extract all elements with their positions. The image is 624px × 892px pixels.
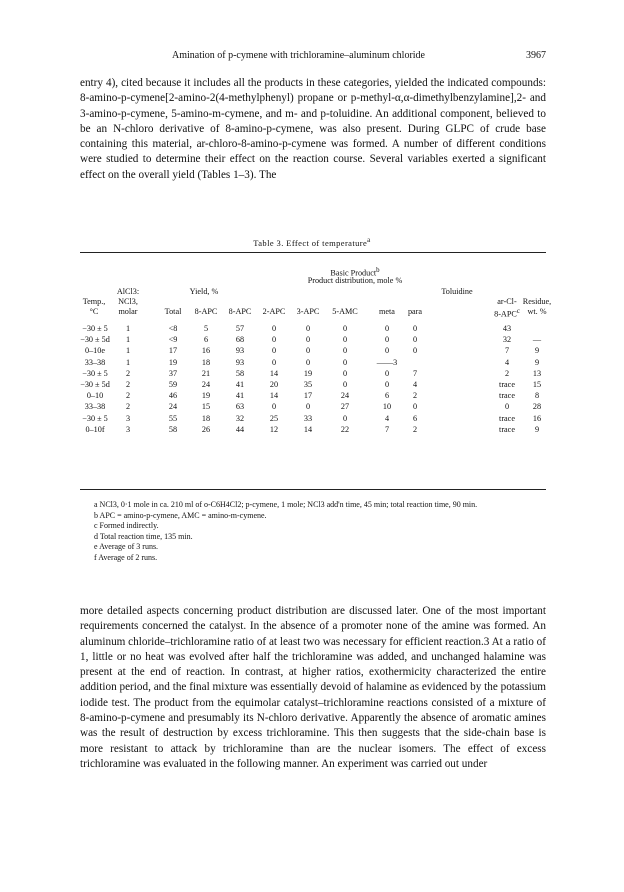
- table-title-text: Table 3. Effect of temperature: [253, 237, 368, 248]
- cell-residue: 9: [534, 424, 540, 434]
- cell-ratio: 2: [125, 380, 131, 389]
- cell-amc5: 0: [342, 324, 348, 333]
- cell-ratio: 2: [125, 402, 131, 412]
- cell-residue: 9: [534, 357, 540, 367]
- footnote-f: f Average of 2 runs.: [94, 552, 158, 562]
- cell-meta: 0: [384, 324, 390, 333]
- cell-y8apc: 26: [201, 424, 211, 434]
- cell-y8apc: 21: [201, 368, 211, 378]
- header-total: Total: [164, 307, 182, 316]
- cell-apc2: 12: [269, 424, 279, 434]
- cell-y8apc: 19: [201, 391, 211, 401]
- cell-ratio: 1: [125, 357, 131, 367]
- table-footnotes: [80, 500, 546, 564]
- page-number: 3967: [526, 50, 546, 61]
- cell-d8apc: 63: [235, 402, 245, 412]
- table-body: [80, 323, 546, 435]
- cell-apc2: 0: [271, 335, 277, 345]
- footnote-e: e Average of 3 runs.: [94, 542, 159, 552]
- header-product-distribution: Product distribution, mole %: [307, 276, 403, 285]
- cell-arcl: 4: [504, 357, 510, 367]
- cell-para: 2: [412, 391, 418, 401]
- cell-d8apc: 32: [235, 413, 245, 423]
- cell-residue: 28: [532, 402, 542, 412]
- cell-arcl: 43: [502, 324, 512, 333]
- table-row: [80, 424, 546, 435]
- cell-residue: 8: [534, 391, 540, 401]
- header-temp-line1: Temp.,: [82, 297, 106, 306]
- cell-arcl: trace: [499, 380, 515, 389]
- header-residue-line2: wt. %: [527, 307, 547, 316]
- header-yield-8apc: 8-APC: [194, 307, 218, 316]
- cell-amc5: 0: [342, 413, 348, 423]
- cell-apc3: 17: [303, 391, 313, 401]
- cell-d8apc: 68: [235, 335, 245, 345]
- cell-residue: —: [532, 335, 542, 345]
- cell-para: 0: [412, 346, 418, 356]
- header-yield: Yield, %: [189, 287, 219, 296]
- table-bottom-rule: [80, 489, 546, 490]
- cell-meta: ——3: [376, 357, 398, 367]
- header-3apc: 3-APC: [296, 307, 320, 316]
- cell-arcl: 2: [504, 368, 510, 378]
- header-basic-product-sup: b: [376, 267, 380, 274]
- cell-total: 58: [168, 424, 178, 434]
- cell-total: 37: [168, 368, 178, 378]
- table-row: [80, 334, 546, 345]
- table-row: [80, 357, 546, 368]
- cell-y8apc: 15: [201, 402, 211, 412]
- cell-amc5: 0: [342, 380, 348, 389]
- cell-residue: 15: [532, 380, 542, 389]
- header-arcl-line2-text: 8-APC: [494, 309, 517, 319]
- cell-meta: 0: [384, 368, 390, 378]
- cell-apc2: 0: [271, 357, 277, 367]
- cell-d8apc: 44: [235, 424, 245, 434]
- cell-arcl: trace: [499, 391, 515, 401]
- footnote-c: c Formed indirectly.: [94, 521, 159, 531]
- cell-d8apc: 93: [235, 357, 245, 367]
- cell-apc2: 0: [271, 324, 277, 333]
- cell-total: 46: [168, 391, 178, 401]
- cell-temp: −30 ± 5d: [80, 380, 110, 389]
- cell-arcl: 0: [504, 402, 510, 412]
- footnote-d: d Total reaction time, 135 min.: [94, 531, 193, 541]
- table-title: [0, 236, 624, 248]
- header-ratio-line2: NCl3,: [118, 297, 138, 306]
- cell-amc5: 24: [340, 391, 350, 401]
- cell-para: 4: [412, 380, 418, 389]
- cell-apc2: 20: [269, 380, 279, 389]
- cell-para: 6: [412, 413, 418, 423]
- cell-ratio: 2: [125, 391, 131, 401]
- footnote-a: a NCl3, 0·1 mole in ca. 210 ml of o-C6H4Cl2; p-cymene, 1 mole; NCl3 add'n time, 45 min; total reaction time, 90 min.: [94, 500, 478, 509]
- cell-amc5: 22: [340, 424, 350, 434]
- cell-para: 0: [412, 324, 418, 333]
- header-basic-product-text: Basic Product: [330, 268, 377, 278]
- header-arcl-line2: [492, 307, 522, 320]
- cell-total: 55: [168, 413, 178, 423]
- cell-d8apc: 41: [235, 391, 245, 401]
- cell-residue: 13: [532, 368, 542, 378]
- cell-apc3: 0: [305, 324, 311, 333]
- cell-apc2: 14: [269, 368, 279, 378]
- cell-para: 7: [412, 368, 418, 378]
- cell-apc3: 0: [305, 357, 311, 367]
- cell-ratio: 3: [125, 413, 131, 423]
- cell-temp: 0–10: [86, 391, 104, 401]
- header-5amc: 5-AMC: [332, 307, 358, 316]
- cell-apc2: 0: [271, 346, 277, 356]
- cell-apc3: 0: [305, 402, 311, 412]
- cell-arcl: 32: [502, 335, 512, 345]
- cell-apc2: 0: [271, 402, 277, 412]
- cell-apc3: 14: [303, 424, 313, 434]
- cell-amc5: 0: [342, 368, 348, 378]
- cell-meta: 0: [384, 335, 390, 345]
- cell-amc5: 27: [340, 402, 350, 412]
- cell-apc3: 35: [303, 380, 313, 389]
- table-row: [80, 413, 546, 424]
- cell-total: 59: [168, 380, 178, 389]
- header-arcl-sup: c: [516, 308, 520, 315]
- header-residue-line1: Residue,: [522, 297, 552, 306]
- cell-total: 17: [168, 346, 178, 356]
- cell-arcl: trace: [499, 424, 515, 434]
- cell-temp: −30 ± 5d: [80, 335, 110, 345]
- cell-temp: 0–10f: [85, 424, 105, 434]
- table-row: [80, 323, 546, 334]
- cell-temp: −30 ± 5: [82, 413, 108, 423]
- cell-y8apc: 16: [201, 346, 211, 356]
- cell-d8apc: 41: [235, 380, 245, 389]
- running-header: [82, 50, 546, 64]
- cell-y8apc: 5: [203, 324, 209, 333]
- cell-apc2: 25: [269, 413, 279, 423]
- cell-total: <9: [168, 335, 178, 345]
- cell-total: <8: [168, 324, 178, 333]
- table-row: [80, 390, 546, 401]
- footnote-b: b APC = amino-p-cymene, AMC = amino-m-cymene.: [94, 510, 267, 520]
- cell-arcl: trace: [499, 413, 515, 423]
- table-top-rule: [80, 252, 546, 253]
- cell-ratio: 1: [125, 346, 131, 356]
- header-dist-8apc: 8-APC: [228, 307, 252, 316]
- cell-ratio: 1: [125, 324, 131, 333]
- header-toluidine: Toluidine: [441, 287, 473, 296]
- cell-apc2: 14: [269, 391, 279, 401]
- cell-meta: 6: [384, 391, 390, 401]
- cell-arcl: 7: [504, 346, 510, 356]
- header-arcl-line1: ar-Cl-: [497, 297, 517, 306]
- cell-temp: 0–10e: [84, 346, 105, 356]
- header-meta: meta: [379, 307, 395, 316]
- paragraph-bottom: [80, 604, 546, 772]
- table-row: [80, 345, 546, 356]
- cell-y8apc: 6: [203, 335, 209, 345]
- table-row: [80, 379, 546, 390]
- cell-amc5: 0: [342, 346, 348, 356]
- cell-d8apc: 93: [235, 346, 245, 356]
- cell-ratio: 1: [125, 335, 131, 345]
- cell-y8apc: 18: [201, 413, 211, 423]
- table-row: [80, 368, 546, 379]
- cell-meta: 0: [384, 346, 390, 356]
- cell-ratio: 2: [125, 368, 131, 378]
- cell-y8apc: 24: [201, 380, 211, 389]
- table-title-footnote-mark: a: [367, 236, 371, 244]
- cell-para: 0: [412, 402, 418, 412]
- cell-residue: 9: [534, 346, 540, 356]
- cell-temp: −30 ± 5: [82, 324, 108, 333]
- table-row: [80, 401, 546, 412]
- cell-temp: −30 ± 5: [82, 368, 108, 378]
- cell-meta: 4: [384, 413, 390, 423]
- cell-temp: 33–38: [84, 357, 106, 367]
- header-para: para: [407, 307, 423, 316]
- cell-para: 2: [412, 424, 418, 434]
- cell-amc5: 0: [342, 357, 348, 367]
- cell-amc5: 0: [342, 335, 348, 345]
- cell-apc3: 19: [303, 368, 313, 378]
- header-ratio-line1: AlCl3:: [116, 287, 140, 296]
- header-2apc: 2-APC: [262, 307, 286, 316]
- cell-d8apc: 58: [235, 368, 245, 378]
- cell-total: 24: [168, 402, 178, 412]
- cell-meta: 10: [382, 402, 392, 412]
- cell-temp: 33–38: [84, 402, 106, 412]
- header-ratio-line3: molar: [118, 307, 138, 316]
- paragraph-bottom-text: more detailed aspects concerning product distribution are discussed later. One of the most important requirements concerned the catalyst. In the absence of a promoter none of the amine was formed. An aluminum chloride–trichloramine ratio of at least two was necessary for efficient reaction.3 At a ratio of 1, little or no heat was evolved after half the trichloramine was added, and unchanged halamine was present at the end of reaction. In contrast, at higher ratios, exothermicity characterized the entire addition period, and the final mixture was essentially devoid of halamine as evidenced by the potassium iodide test. The product from the equimolar catalyst–trichloramine reactions consisted of a mixture of 8-amino-p-cymene and presumably its N-chloro derivative. Apparently the absence of aromatic amines was the result of destruction by excess trichloramine. This then suggests that the side-chain base is more resistant to attack by trichloramine than are the nuclear isomers. The effect of excess trichloramine was evaluated in the following manner. An experiment was carried out under: [80, 605, 546, 770]
- cell-meta: 0: [384, 380, 390, 389]
- cell-residue: 16: [532, 413, 542, 423]
- paragraph-top: [80, 76, 546, 183]
- header-temp-line2: °C: [89, 307, 99, 316]
- cell-y8apc: 18: [201, 357, 211, 367]
- cell-para: 0: [412, 335, 418, 345]
- cell-apc3: 0: [305, 335, 311, 345]
- cell-d8apc: 57: [235, 324, 245, 333]
- paragraph-top-text: entry 4), cited because it includes all the products in these categories, yielded the indicated compounds: 8-amino-p-cymene[2-amino-2(4-methylphenyl) propane or p-methyl-α,α-dimethylbenzylamine],2- and 3-amino-p-cymene, 5-amino-m-cymene, and m- and p-toluidine. An additional component, believed to be an N-chloro derivative of 8-amino-p-cymene, was also present. During GLPC of crude base containing this material, ar-chloro-8-amino-p-cymene was formed. A number of different conditions were studied to determine their effect on the reaction course. Several variables exerted a significant effect on the overall yield (Tables 1–3). The: [80, 77, 546, 181]
- cell-meta: 7: [384, 424, 390, 434]
- cell-ratio: 3: [125, 424, 131, 434]
- cell-apc3: 33: [303, 413, 313, 423]
- running-title: Amination of p-cymene with trichloramine–aluminum chloride: [172, 50, 425, 61]
- cell-apc3: 0: [305, 346, 311, 356]
- cell-total: 19: [168, 357, 178, 367]
